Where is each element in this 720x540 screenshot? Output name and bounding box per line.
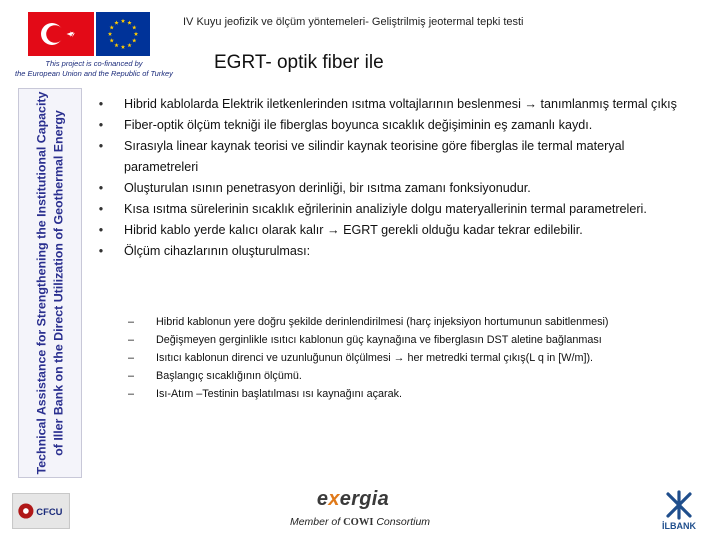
sub-bullet-item — [128, 331, 698, 349]
bullet-item — [94, 115, 694, 136]
exergia-logo-pre: e — [316, 488, 329, 510]
bullet-item — [94, 220, 694, 241]
bullet-text: Sırasıyla linear kaynak teorisi ve silindir kaynak teorisine göre fiberglas ile termal materyal parametreleri — [124, 139, 625, 174]
sidebar-line-1: Technical Assistance for Strengthening the Institutional Capacity — [34, 91, 49, 475]
bullet-list — [94, 94, 694, 262]
eu-flag-icon — [96, 12, 150, 56]
member-pre: Member of — [289, 516, 341, 528]
bullet-glyph: • — [98, 223, 104, 237]
sub-bullet-item — [128, 349, 698, 367]
bullet-item — [94, 199, 694, 220]
consortium-note — [250, 516, 470, 528]
bullet-glyph: • — [98, 97, 104, 111]
sub-bullet-text: Isı-Atım –Testinin başlatılması ısı kaynağını açarak. — [156, 388, 403, 400]
dash-glyph: – — [128, 388, 135, 400]
sub-bullet-text: Isıtıcı kablonun direnci ve uzunluğunun ölçülmesi → her metredki termal çıkış(L q in [W/m]). — [156, 352, 594, 364]
turkey-flag-icon — [28, 12, 94, 56]
bullet-glyph: • — [98, 118, 104, 132]
sidebar-banner — [18, 88, 82, 478]
exergia-logo — [312, 488, 394, 511]
cofinance-line-1: This project is co-financed by — [45, 59, 143, 68]
sub-bullet-item — [128, 367, 698, 385]
sub-bullet-text: Hibrid kablonun yere doğru şekilde derinlendirilmesi (harç injeksiyon hortumunun sabitlenmesi) — [156, 316, 609, 328]
cowi-logo: COWI — [343, 517, 374, 528]
sub-bullet-item — [128, 313, 698, 331]
member-post: Consortium — [376, 516, 431, 528]
bullet-glyph: • — [98, 139, 104, 153]
exergia-logo-post: ergia — [339, 488, 390, 510]
dash-glyph: – — [128, 352, 135, 364]
bullet-text: Hibrid kablolarda Elektrik iletkenlerinden ısıtma voltajlarının beslenmesi → tanımlanmış termal çıkış — [124, 97, 677, 111]
exergia-logo-x: x — [328, 488, 340, 510]
cofinance-note — [8, 59, 180, 79]
sub-bullet-text: Başlangıç sıcaklığının ölçümü. — [156, 370, 302, 382]
slide-title: EGRT- optik fiber ile — [214, 52, 384, 73]
sub-bullet-item — [128, 385, 698, 403]
cofinance-line-2: the European Union and the Republic of Turkey — [15, 69, 173, 78]
bullet-text: Kısa ısıtma sürelerinin sıcaklık eğrilerinin analiziyle dolgu materyallerinin termal parametreleri. — [124, 202, 647, 216]
cfcu-logo — [12, 493, 70, 529]
dash-glyph: – — [128, 316, 135, 328]
ilbank-logo — [654, 490, 704, 534]
bullet-text: Hibrid kablo yerde kalıcı olarak kalır → EGRT gerekli olduğu kadar tekrar edilebilir. — [124, 223, 583, 237]
bullet-item — [94, 241, 694, 262]
sub-bullet-text: Değişmeyen gerginlikle ısıtıcı kablonun güç kaynağına ve fiberglasın DST aletine bağlanması — [156, 334, 602, 346]
sidebar-line-2: of Iller Bank on the Direct Utilization of Geothermal Energy — [51, 110, 66, 456]
cfcu-logo-text: CFCU — [36, 506, 63, 518]
bullet-item — [94, 94, 694, 115]
ilbank-logo-text: İLBANK — [662, 521, 696, 531]
bullet-glyph: • — [98, 202, 104, 216]
sub-bullet-list — [128, 313, 698, 403]
dash-glyph: – — [128, 370, 135, 382]
bullet-item — [94, 136, 694, 178]
project-title: IV Kuyu jeofizik ve ölçüm yöntemeleri- Geliştrilmiş jeotermal tepki testi — [183, 16, 524, 28]
bullet-glyph: • — [98, 181, 104, 195]
dash-glyph: – — [128, 334, 135, 346]
bullet-text: Oluşturulan ısının penetrasyon derinliği, bir ısıtma zamanı fonksiyonudur. — [124, 181, 531, 195]
bullet-item — [94, 178, 694, 199]
bullet-glyph: • — [98, 244, 104, 258]
bullet-text: Ölçüm cihazlarının oluşturulması: — [124, 244, 311, 258]
sidebar-text — [33, 92, 67, 475]
bullet-text: Fiber-optik ölçüm tekniği ile fiberglas boyunca sıcaklık değişiminin eş zamanlı kaydı. — [124, 118, 593, 132]
